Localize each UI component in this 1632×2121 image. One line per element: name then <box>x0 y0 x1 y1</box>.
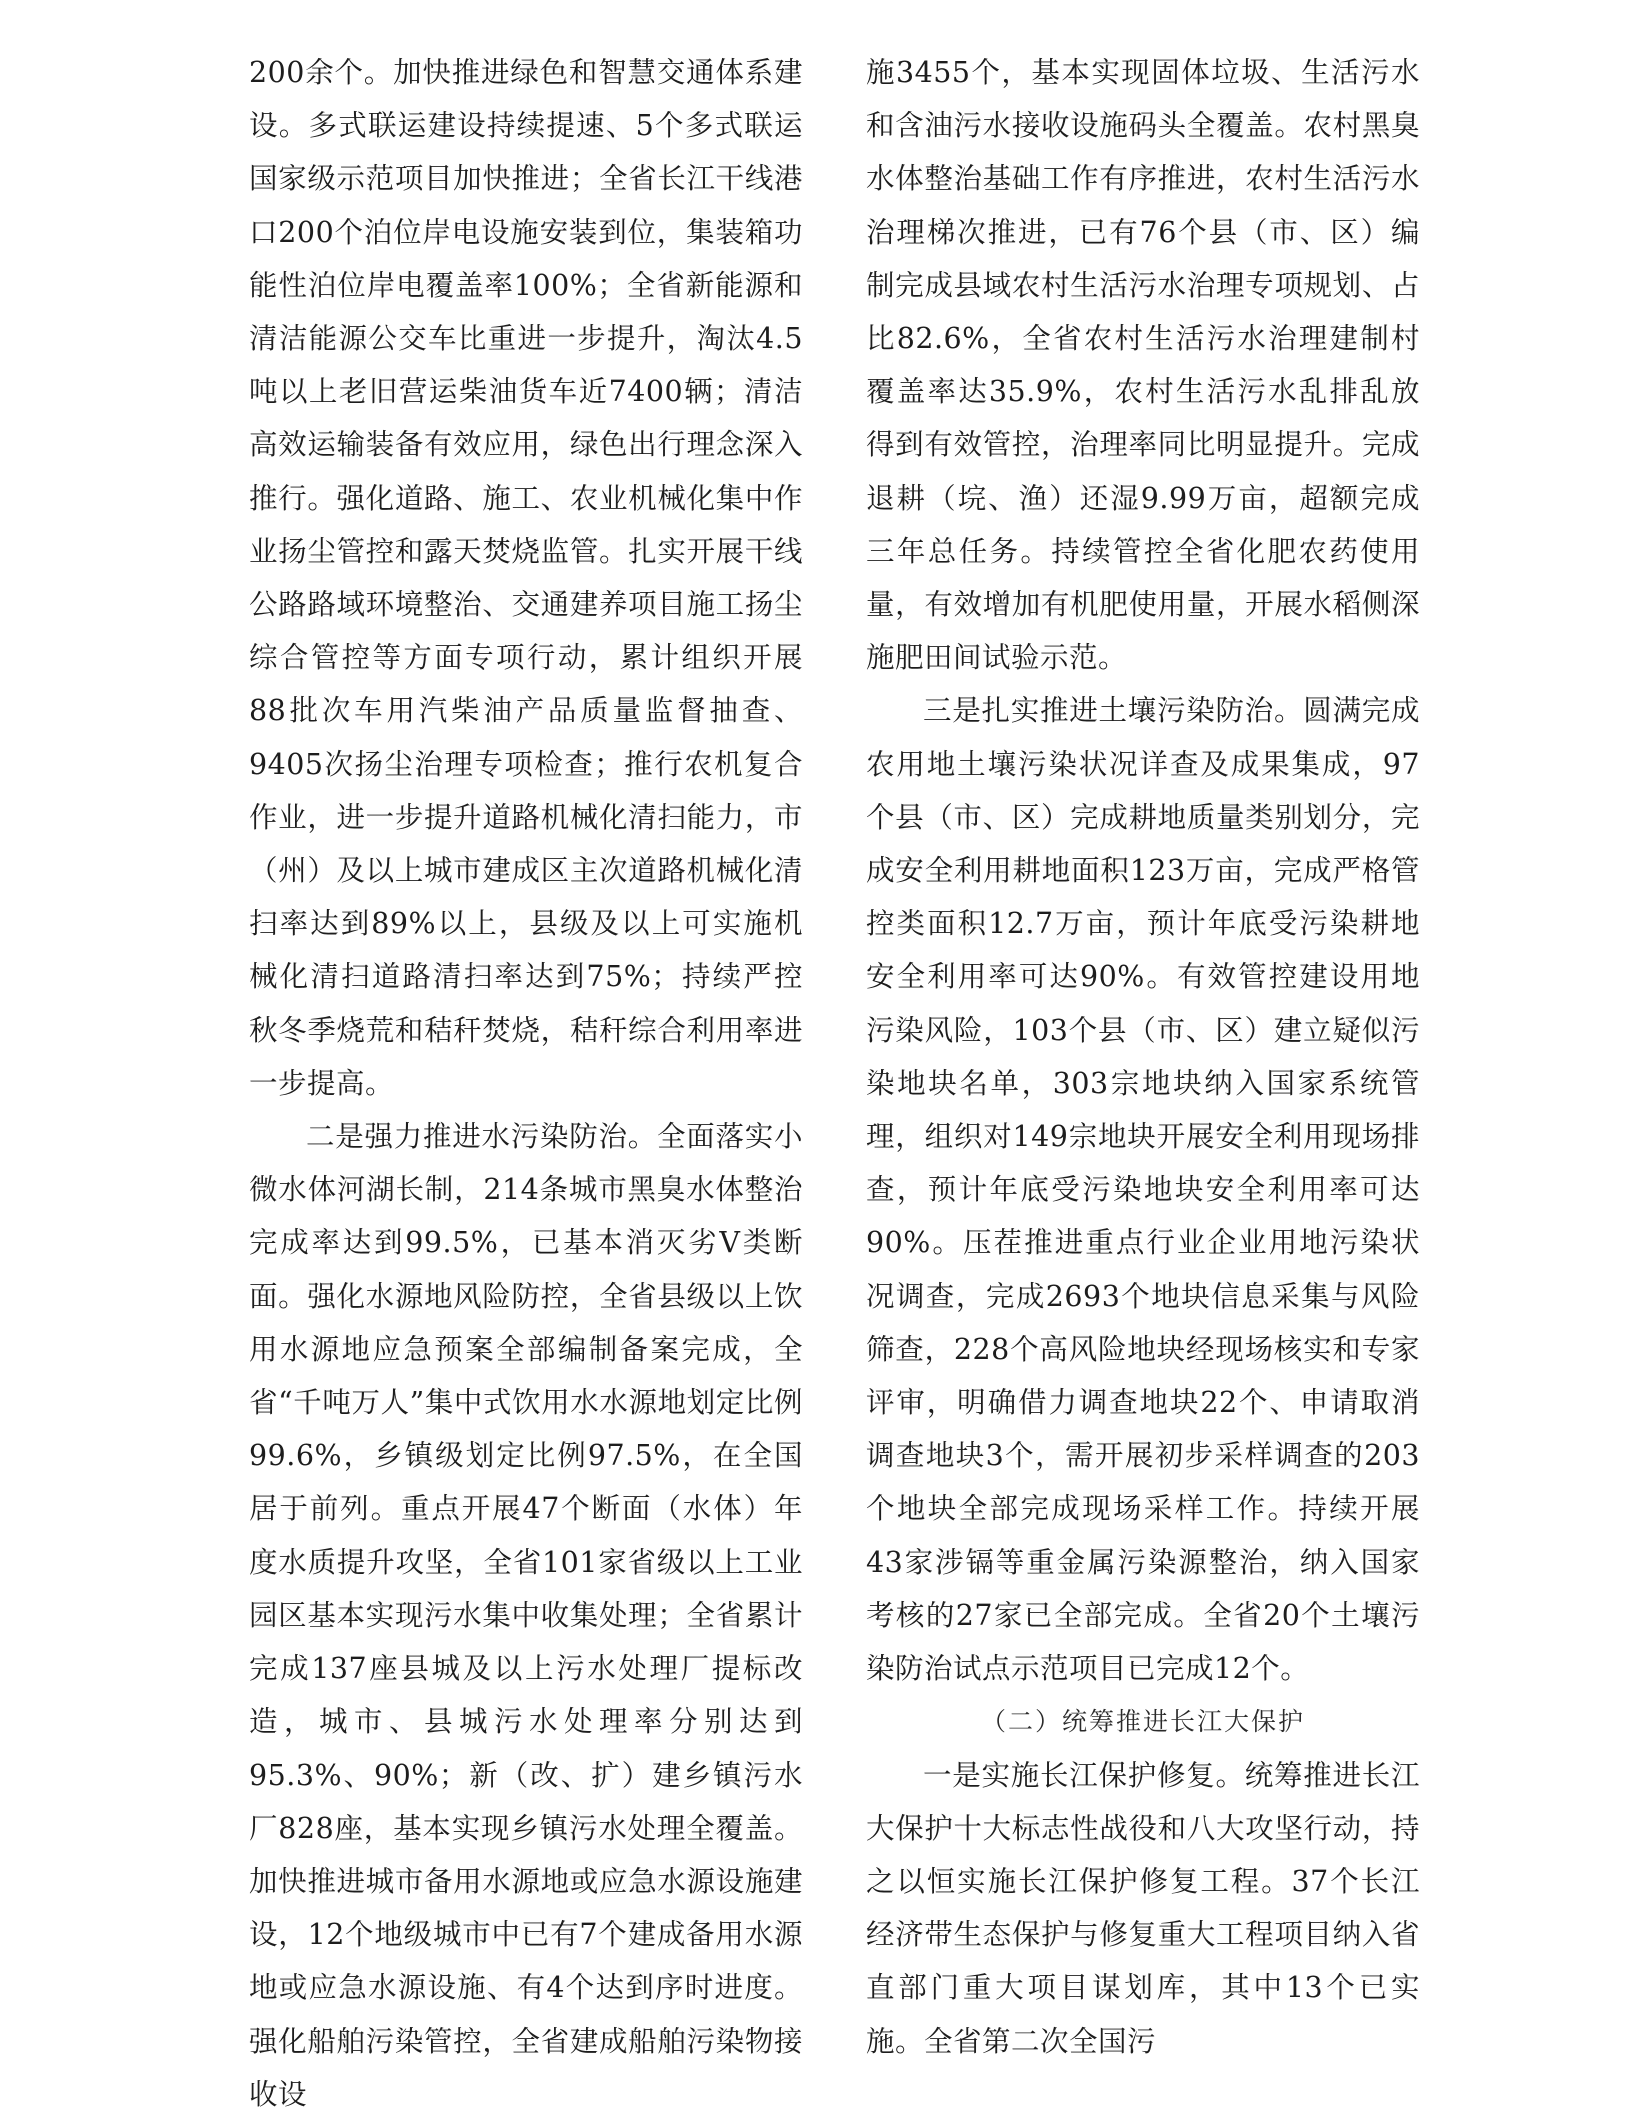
section-subheading: （二）统筹推进长江大保护 <box>980 1707 1305 1737</box>
paragraph-air-pollution-continued: 200余个。加快推进绿色和智慧交通体系建设。多式联运建设持续提速、5个多式联运国家级示范项目加快推进；全省长江干线港口200个泊位岸电设施安装到位，集装箱功能性泊位岸电覆盖率100%；全省新能源和清洁能源公交车比重进一步提升，淘汰4.5吨以上老旧营运柴油货车近7400辆；清洁高效运输装备有效应用，绿色出行理念深入推行。强化道路、施工、农业机械化集中作业扬尘管控和露天焚烧监管。扎实开展干线公路路域环境整治、交通建养项目施工扬尘综合管控等方面专项行动，累计组织开展88批次车用汽柴油产品质量监督抽查、9405次扬尘治理专项检查；推行农机复合作业，进一步提升道路机械化清扫能力，市（州）及以上城市建成区主次道路机械化清扫率达到89%以上，县级及以上可实施机械化清扫道路清扫率达到75%；持续严控秋冬季烧荒和秸秆焚烧，秸秆综合利用率进一步提高。 <box>249 56 803 1100</box>
paragraph-water-pollution-continued: 施3455个，基本实现固体垃圾、生活污水和含油污水接收设施码头全覆盖。农村黑臭水体整治基础工作有序推进，农村生活污水治理梯次推进，已有76个县（市、区）编制完成县域农村生活污水治理专项规划、占比82.6%，全省农村生活污水治理建制村覆盖率达35.9%，农村生活污水乱排乱放得到有效管控，治理率同比明显提升。完成退耕（垸、渔）还湿9.99万亩，超额完成三年总任务。持续管控全省化肥农药使用量，有效增加有机肥使用量，开展水稻侧深施肥田间试验示范。 <box>866 56 1420 675</box>
left-column <box>249 46 803 2121</box>
paragraph-water-pollution: 二是强力推进水污染防治。全面落实小微水体河湖长制，214条城市黑臭水体整治完成率达到99.5%，已基本消灭劣V类断面。强化水源地风险防控，全省县级以上饮用水源地应急预案全部编制备案完成，全省“千吨万人”集中式饮用水水源地划定比例99.6%，乡镇级划定比例97.5%，在全国居于前列。重点开展47个断面（水体）年度水质提升攻坚，全省101家省级以上工业园区基本实现污水集中收集处理；全省累计完成137座县城及以上污水处理厂提标改造，城市、县城污水处理率分别达到95.3%、90%；新（改、扩）建乡镇污水厂828座，基本实现乡镇污水处理全覆盖。加快推进城市备用水源地或应急水源设施建设，12个地级城市中已有7个建成备用水源地或应急水源设施、有4个达到序时进度。强化船舶污染管控，全省建成船舶污染物接收设 <box>249 1120 803 2111</box>
right-column <box>866 46 1420 2068</box>
paragraph-soil-pollution: 三是扎实推进土壤污染防治。圆满完成农用地土壤污染状况详查及成果集成，97个县（市、区）完成耕地质量类别划分，完成安全利用耕地面积123万亩，完成严格管控类面积12.7万亩，预计年底受污染耕地安全利用率可达90%。有效管控建设用地污染风险，103个县（市、区）建立疑似污染地块名单，303宗地块纳入国家系统管理，组织对149宗地块开展安全利用现场排查，预计年底受污染地块安全利用率可达90%。压茬推进重点行业企业用地污染状况调查，完成2693个地块信息采集与风险筛查，228个高风险地块经现场核实和专家评审，明确借力调查地块22个、申请取消调查地块3个，需开展初步采样调查的203个地块全部完成现场采样工作。持续开展43家涉镉等重金属污染源整治，纳入国家考核的27家已全部完成。全省20个土壤污染防治试点示范项目已完成12个。 <box>866 694 1420 1686</box>
paragraph-yangtze-protection: 一是实施长江保护修复。统筹推进长江大保护十大标志性战役和八大攻坚行动，持之以恒实施长江保护修复工程。37个长江经济带生态保护与修复重大工程项目纳入省直部门重大项目谋划库，其中13个已实施。全省第二次全国污 <box>866 1758 1420 2058</box>
